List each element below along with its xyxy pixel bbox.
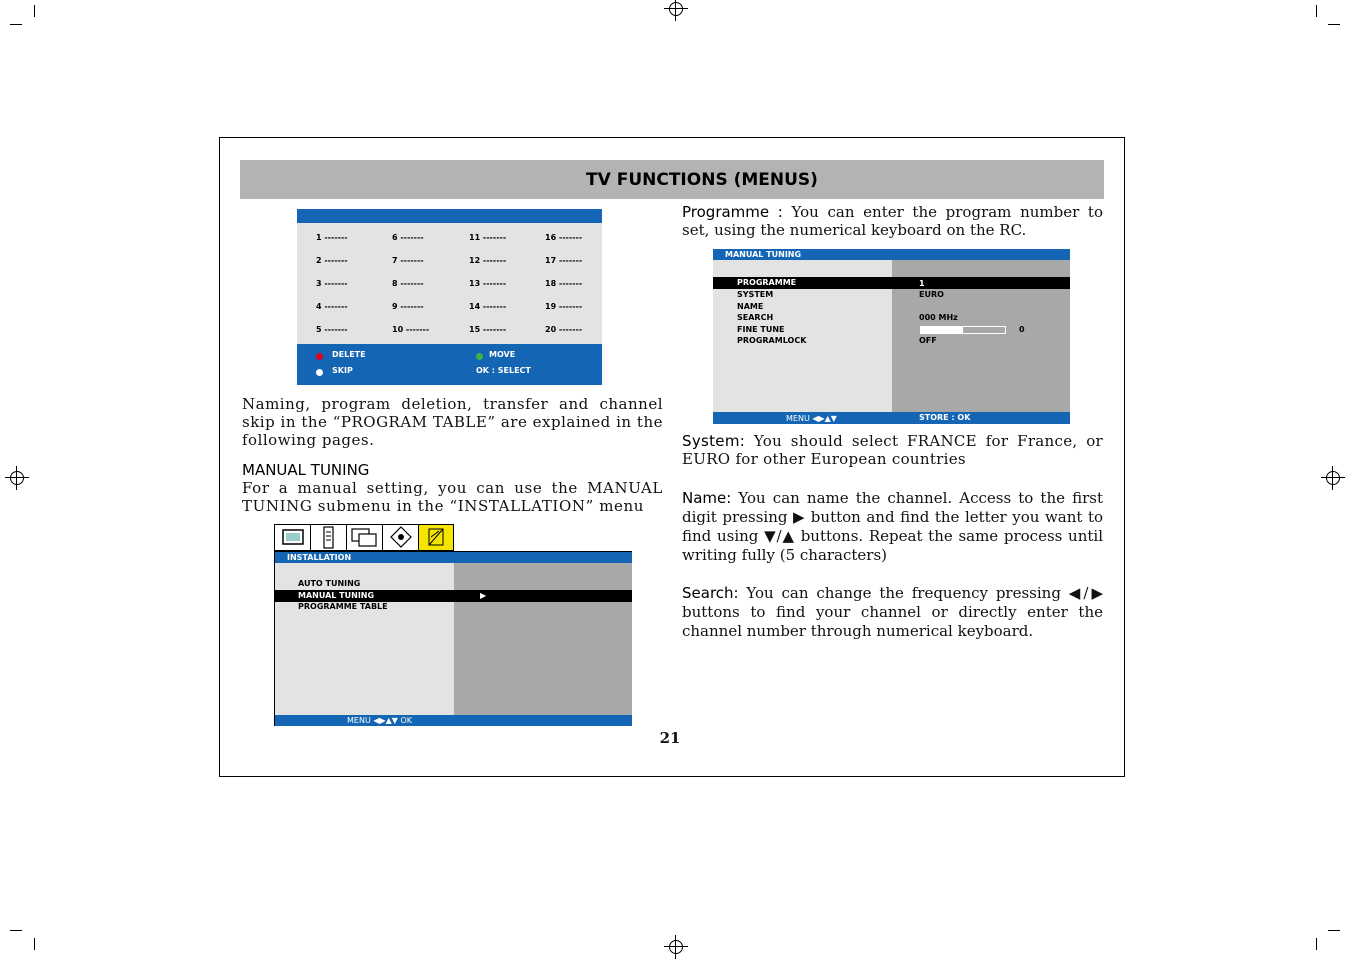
- value-programlock: OFF: [919, 336, 937, 345]
- installation-footer-bar: [275, 715, 632, 726]
- program-slot[interactable]: 10 -------: [392, 325, 430, 334]
- fine-tune-bar[interactable]: [920, 326, 1006, 334]
- windows-icon[interactable]: [347, 525, 383, 550]
- program-slot[interactable]: 6 -------: [392, 233, 424, 242]
- label-programlock[interactable]: PROGRAMLOCK: [737, 336, 807, 345]
- manual-tuning-heading: MANUAL TUNING: [242, 461, 370, 479]
- programme-body: You can enter the program number to set, using the numerical keyboard on the RC.: [682, 203, 1103, 239]
- installation-footer-text: MENU ◀▶▲▼ OK: [347, 716, 413, 725]
- white-dot-icon: [316, 369, 323, 376]
- program-slot[interactable]: 15 -------: [469, 325, 507, 334]
- ok-select-label: OK : SELECT: [476, 366, 531, 375]
- name-heading: Name:: [682, 489, 732, 507]
- crop-mark: [1316, 5, 1317, 17]
- crop-mark: [1316, 938, 1317, 950]
- manual-tuning-footer-bar: [713, 412, 1070, 424]
- page-number: 21: [659, 729, 681, 747]
- system-heading: System:: [682, 432, 746, 450]
- program-slot[interactable]: 16 -------: [545, 233, 583, 242]
- program-slot[interactable]: 20 -------: [545, 325, 583, 334]
- menu-item-manual-tuning[interactable]: MANUAL TUNING: [298, 591, 375, 600]
- manual-tuning-screen: [713, 249, 1070, 424]
- submenu-arrow-icon: ▶: [480, 591, 487, 600]
- intro-paragraph: Naming, program deletion, transfer and channel skip in the “PROGRAM TABLE” are explained in the following pages.: [242, 395, 663, 449]
- installation-menu-title: INSTALLATION: [287, 553, 352, 562]
- green-dot-icon: [476, 353, 483, 360]
- program-table-screen: [297, 209, 602, 385]
- page-title: TV FUNCTIONS (MENUS): [586, 169, 818, 190]
- program-slot[interactable]: 2 -------: [316, 256, 348, 265]
- crop-mark: [1328, 930, 1340, 931]
- installation-right-panel: [454, 552, 632, 726]
- skip-label: SKIP: [332, 366, 353, 375]
- value-search: 000 MHz: [919, 313, 958, 322]
- program-slot[interactable]: 8 -------: [392, 279, 424, 288]
- installation-icon-bar: [274, 524, 454, 551]
- manual-tuning-title: MANUAL TUNING: [725, 250, 802, 259]
- program-slot[interactable]: 3 -------: [316, 279, 348, 288]
- search-heading: Search:: [682, 584, 739, 602]
- programme-paragraph: [682, 203, 1103, 239]
- crop-mark: [34, 5, 35, 17]
- value-programme: 1: [919, 279, 925, 288]
- value-fine-tune: 0: [1019, 325, 1025, 334]
- program-slot[interactable]: 17 -------: [545, 256, 583, 265]
- fine-tune-fill: [921, 327, 963, 333]
- program-slot[interactable]: 9 -------: [392, 302, 424, 311]
- title-bar: [240, 160, 1104, 199]
- registration-mark: [1326, 471, 1340, 485]
- label-programme[interactable]: PROGRAMME: [737, 278, 797, 287]
- manual-tuning-paragraph: For a manual setting, you can use the MANUAL TUNING submenu in the “INSTALLATION” menu: [242, 479, 663, 515]
- label-search[interactable]: SEARCH: [737, 313, 774, 322]
- system-body: You should select FRANCE for France, or EURO for other European countries: [682, 432, 1103, 468]
- label-name[interactable]: NAME: [737, 302, 764, 311]
- program-slot[interactable]: 11 -------: [469, 233, 507, 242]
- programme-heading: Programme :: [682, 203, 783, 221]
- search-paragraph: [682, 584, 1103, 641]
- label-system[interactable]: SYSTEM: [737, 290, 774, 299]
- program-slot[interactable]: 1 -------: [316, 233, 348, 242]
- manual-tuning-footer-right: STORE : OK: [919, 413, 971, 422]
- system-paragraph: [682, 432, 1103, 468]
- program-table-header-bar: [297, 209, 602, 223]
- manual-tuning-footer-left: MENU ◀▶▲▼: [786, 414, 837, 423]
- program-slot[interactable]: 14 -------: [469, 302, 507, 311]
- crop-mark: [1328, 24, 1340, 25]
- program-slot[interactable]: 5 -------: [316, 325, 348, 334]
- move-label: MOVE: [489, 350, 516, 359]
- registration-mark: [669, 2, 683, 16]
- installation-icon[interactable]: [419, 525, 453, 550]
- program-slot[interactable]: 7 -------: [392, 256, 424, 265]
- registration-mark: [669, 940, 683, 954]
- satellite-icon[interactable]: [383, 525, 419, 550]
- name-body: You can name the channel. Access to the first digit pressing ▶ button and find the letter you want to find using ▼/▲ buttons. Repeat the same process until writing fully (5 characters): [682, 489, 1103, 564]
- program-slot[interactable]: 12 -------: [469, 256, 507, 265]
- tv-screen-icon[interactable]: [275, 525, 311, 550]
- registration-mark: [10, 471, 24, 485]
- program-table-footer: [297, 344, 602, 385]
- red-dot-icon: [316, 353, 323, 360]
- remote-icon[interactable]: [311, 525, 347, 550]
- program-slot[interactable]: 18 -------: [545, 279, 583, 288]
- program-slot[interactable]: 4 -------: [316, 302, 348, 311]
- name-paragraph: [682, 489, 1103, 565]
- label-fine-tune[interactable]: FINE TUNE: [737, 325, 785, 334]
- crop-mark: [34, 938, 35, 950]
- value-system: EURO: [919, 290, 944, 299]
- crop-mark: [10, 930, 22, 931]
- delete-label: DELETE: [332, 350, 366, 359]
- crop-mark: [10, 24, 22, 25]
- menu-item-programme-table[interactable]: PROGRAMME TABLE: [298, 602, 388, 611]
- search-body: You can change the frequency pressing ◀/▶ buttons to find your channel or directly enter the channel number through numerical keyboard.: [682, 584, 1103, 640]
- program-slot[interactable]: 13 -------: [469, 279, 507, 288]
- program-slot[interactable]: 19 -------: [545, 302, 583, 311]
- menu-item-auto-tuning[interactable]: AUTO TUNING: [298, 579, 361, 588]
- installation-menu-screen: [274, 551, 632, 726]
